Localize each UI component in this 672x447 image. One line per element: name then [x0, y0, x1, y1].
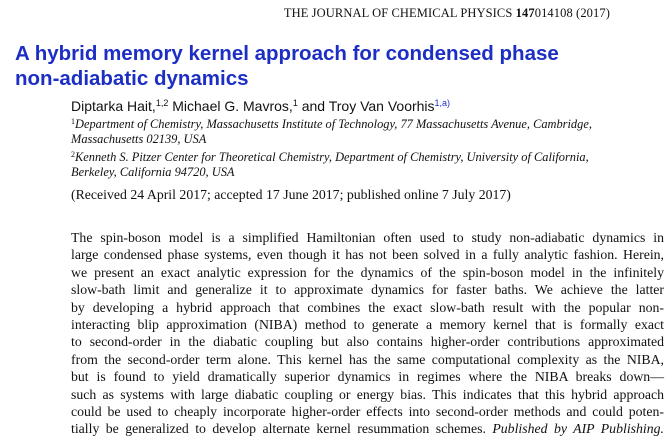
affiliation-marker: 1 [71, 117, 75, 126]
article-title [15, 41, 655, 91]
abstract-line [71, 420, 664, 437]
affiliation-line: Kenneth S. Pitzer Center for Theoretical Chemistry, Department of Chemistry, University of California, [75, 150, 589, 164]
abstract-line: we present an exact analytic expression for the dynamics of the spin-boson model in the infinitely [71, 264, 664, 280]
publication-dates: (Received 24 April 2017; accepted 17 June 2017; published online 7 July 2017) [71, 187, 511, 202]
corresponding-author-marker[interactable]: 1,a) [434, 98, 451, 108]
abstract-line: from the second-order term alone. This kernel has the same computational complexity as the NIBA, [71, 351, 664, 367]
abstract-line: large condensed phase systems, even though it has not been solved in a fully analytic fashion. Herein, [71, 247, 664, 263]
affiliation-line: Berkeley, California 94720, USA [71, 165, 235, 179]
journal-article-year: 014108 (2017) [534, 6, 610, 20]
publisher-credit: Published by AIP Publishing. [492, 421, 664, 437]
journal-name: THE JOURNAL OF CHEMICAL PHYSICS [283, 6, 513, 20]
affiliation [71, 114, 661, 147]
affiliation-marker: 2 [71, 150, 75, 159]
abstract-line: to second-order in the diabatic coupling but also contains higher-order contributions approximated [71, 334, 664, 350]
affiliation [71, 147, 661, 180]
journal-volume: 147 [515, 6, 535, 20]
affiliation-list [71, 114, 661, 180]
article-title-line: non-adiabatic dynamics [15, 67, 249, 90]
author-name: Diptarka Hait, [71, 98, 156, 114]
abstract-line-text: tially be generalized to develop alternate kernel resummation schemes. [71, 421, 486, 437]
abstract-line: could be used to cheaply incorporate higher-order effects into second-order methods and could poten- [71, 404, 664, 420]
abstract-line: The spin-boson model is a simplified Hamiltonian often used to study non-adiabatic dynamics in [71, 230, 664, 245]
author-affiliation-marker: 1,2 [155, 98, 169, 108]
author-list [71, 98, 450, 114]
abstract-line: slow-bath limit and generalize it to approximate dynamics for faster baths. We achieve the latter [71, 282, 664, 298]
affiliation-line: Massachusetts 02139, USA [71, 132, 207, 146]
journal-header [284, 6, 610, 21]
article-title-line: A hybrid memory kernel approach for condensed phase [15, 42, 559, 65]
affiliation-line: Department of Chemistry, Massachusetts Institute of Technology, 77 Massachusetts Avenue, Cambridge, [75, 117, 592, 131]
abstract [71, 229, 664, 438]
abstract-line: but is found to yield dramatically superior dynamics in regimes where the NIBA breaks down— [71, 369, 664, 385]
author-name: and Troy Van Voorhis [301, 98, 435, 114]
abstract-line: such as systems with large diabatic coupling or energy bias. This indicates that this hybrid approach [71, 386, 664, 402]
author-affiliation-marker: 1 [292, 98, 298, 108]
abstract-line: interacting blip approximation (NIBA) method to generate a memory kernel that is formally exact [71, 317, 664, 333]
author-name: Michael G. Mavros, [172, 98, 293, 114]
abstract-line: by developing a hybrid approach that combines the exact slow-bath result with the popular non- [71, 299, 664, 315]
